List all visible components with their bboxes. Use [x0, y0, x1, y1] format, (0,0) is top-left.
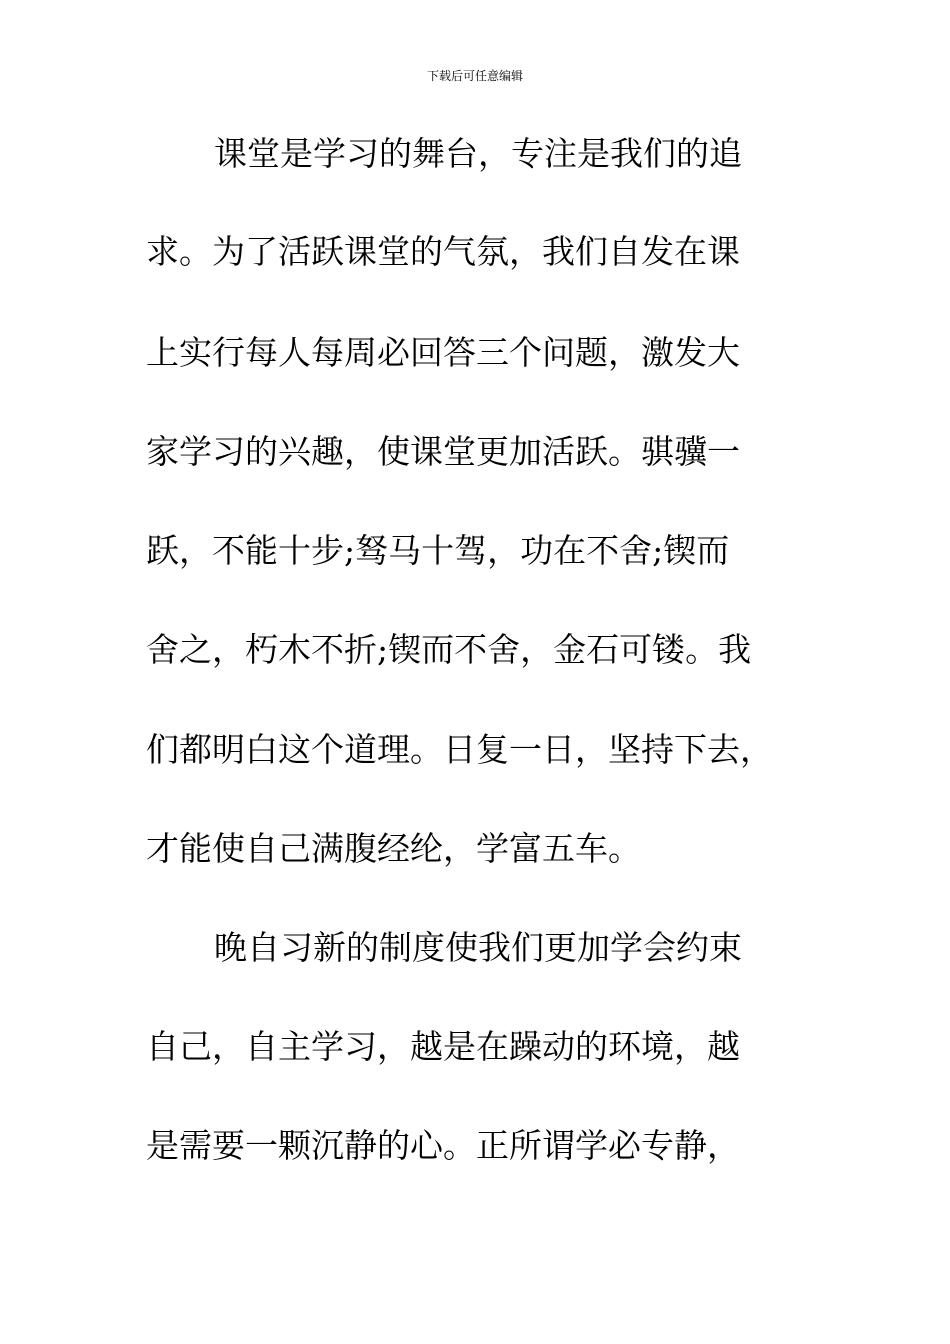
paragraph-line: 上实行每人每周必回答三个问题，激发大: [146, 333, 740, 372]
paragraph-line: 们都明白这个道理。日复一日，坚持下去，: [146, 730, 773, 769]
page-header: 下载后可任意编辑: [426, 69, 523, 83]
paragraph-line: 是需要一颗沉静的心。正所谓学必专静，: [146, 1126, 740, 1165]
paragraph-line: 晚自习新的制度使我们更加学会约束: [214, 928, 742, 967]
paragraph-line: 课堂是学习的舞台，专注是我们的追: [214, 134, 742, 173]
paragraph-line: 自己，自主学习，越是在躁动的环境，越: [146, 1027, 740, 1066]
paragraph-line: 家学习的兴趣，使课堂更加活跃。骐骥一: [146, 432, 740, 471]
paragraph-line: 跃，不能十步;驽马十驾，功在不舍;锲而: [146, 531, 730, 570]
paragraph-line: 求。为了活跃课堂的气氛，我们自发在课: [146, 232, 740, 271]
paragraph-line: 舍之，朽木不折;锲而不舍，金石可镂。我: [146, 630, 752, 669]
paragraph-line: 才能使自己满腹经纶，学富五车。: [146, 829, 641, 868]
